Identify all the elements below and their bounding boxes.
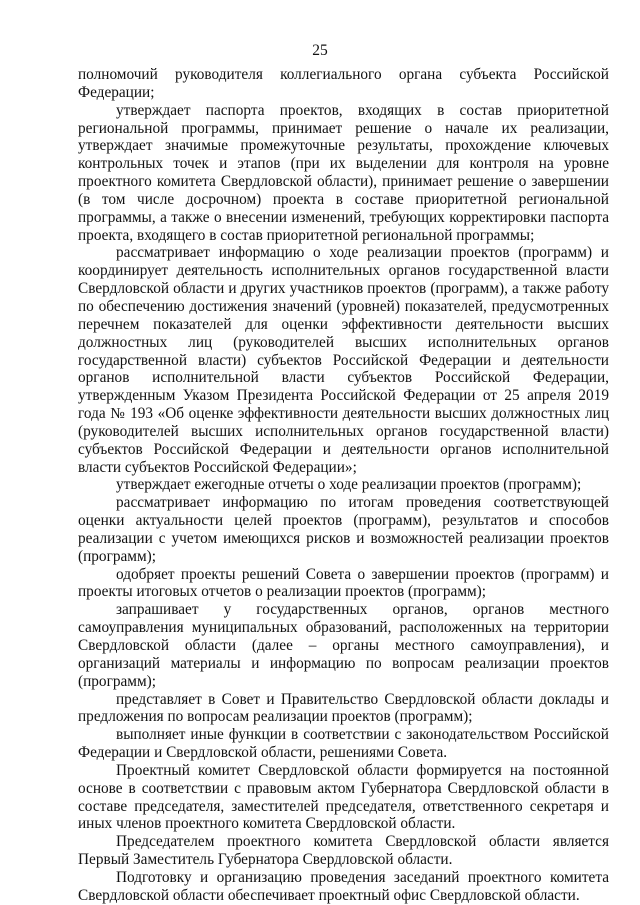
paragraph-5: рассматривает информацию по итогам проведения соответствующей оценки актуальности целей проектов (программ), результатов и способов реализации с учетом имеющихся рисков и возможностей реализации проектов (программ); [78, 494, 609, 565]
paragraph-11: Председателем проектного комитета Свердловской области является Первый Заместитель Губернатора Свердловской области. [78, 833, 609, 869]
paragraph-8: представляет в Совет и Правительство Свердловской области доклады и предложения по вопросам реализации проектов (программ); [78, 690, 609, 726]
paragraph-2: утверждает паспорта проектов, входящих в состав приоритетной региональной программы, принимает решение о начале их реализации, утверждает значимые промежуточные результаты, прохождение ключевых контрольных точек и этапов (при их выделении для контроля на уровне проектного комитета Свердловской области), принимает решение о завершении (в том числе досрочном) проекта в составе приоритетной региональной программы, а также о внесении изменений, требующих корректировки паспорта проекта, входящего в состав приоритетной региональной программы; [78, 101, 609, 244]
paragraph-10: Проектный комитет Свердловской области формируется на постоянной основе в соответствии с правовым актом Губернатора Свердловской области в составе председателя, заместителей председателя, ответственного секретаря и иных членов проектного комитета Свердловской области. [78, 761, 609, 833]
document-body [78, 66, 609, 905]
paragraph-6: одобряет проекты решений Совета о завершении проектов (программ) и проекты итоговых отчетов о реализации проектов (программ); [78, 565, 609, 601]
paragraph-1: полномочий руководителя коллегиального органа субъекта Российской Федерации; [78, 66, 609, 101]
paragraph-9: выполняет иные функции в соответствии с законодательством Российской Федерации и Свердловской области, решениями Совета. [78, 726, 609, 762]
paragraph-4: утверждает ежегодные отчеты о ходе реализации проектов (программ); [116, 476, 582, 494]
paragraph-7: запрашивает у государственных органов, органов местного самоуправления муниципальных образований, расположенных на территории Свердловской области (далее – органы местного самоуправления), и организаций материалы и информацию по вопросам реализации проектов (программ); [78, 601, 609, 690]
page-number: 25 [312, 42, 328, 59]
paragraph-12: Подготовку и организацию проведения заседаний проектного комитета Свердловской области обеспечивает проектный офис Свердловской области. [78, 868, 609, 904]
paragraph-3: рассматривает информацию о ходе реализации проектов (программ) и координирует деятельность исполнительных органов государственной власти Свердловской области и других участников проектов (программ), а также работу по обеспечению достижения значений (уровней) показателей, предусмотренных перечнем показателей для оценки эффективности деятельности высших должностных лиц (руководителей высших исполнительных органов государственной власти) субъектов Российской Федерации и деятельности органов исполнительной власти субъектов Российской Федерации, утвержденным Указом Президента Российской Федерации от 25 апреля 2019 года № 193 «Об оценке эффективности деятельности высших должностных лиц (руководителей высших исполнительных органов государственной власти) субъектов Российской Федерации и деятельности органов исполнительной власти субъектов Российской Федерации»; [78, 244, 609, 476]
